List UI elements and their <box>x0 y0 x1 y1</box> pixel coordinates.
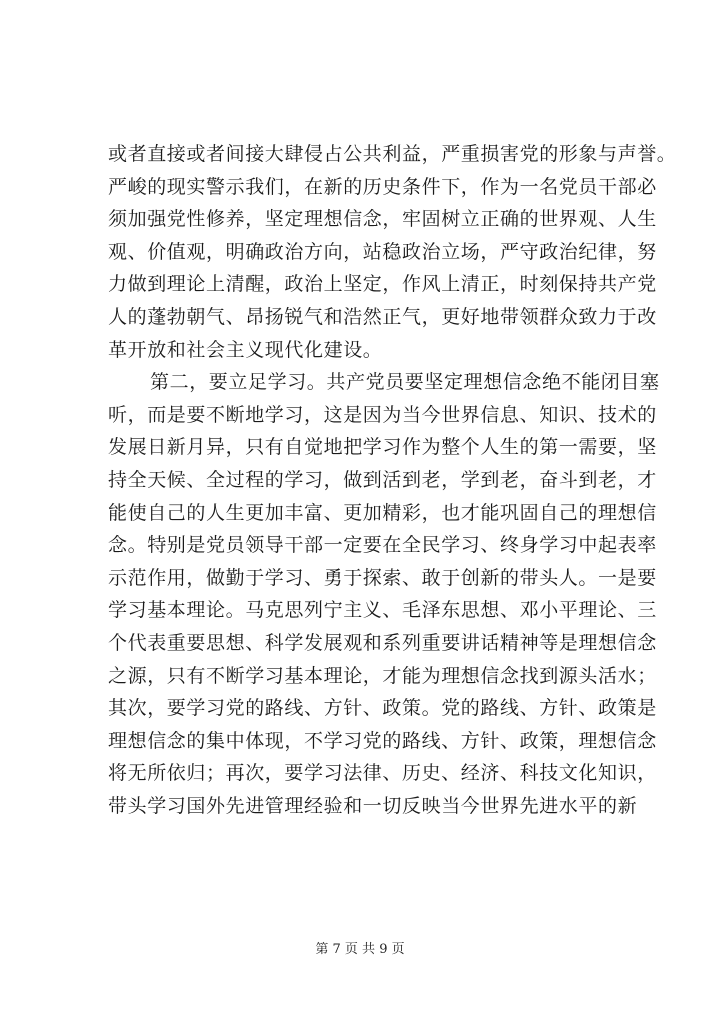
text-line: 严峻的现实警示我们，在新的历史条件下，作为一名党员干部必 <box>108 175 657 198</box>
text-line: 或者直接或者间接大肆侵占公共利益，严重损害党的形象与声誉。 <box>108 143 677 165</box>
text-line: 之源，只有不断学习基本理论，才能为理想信念找到源头活水； <box>108 664 657 687</box>
text-line: 其次，要学习党的路线、方针、政策。党的路线、方针、政策是 <box>108 697 657 720</box>
text-line: 人的蓬勃朝气、昂扬锐气和浩然正气，更好地带领群众致力于改 <box>108 305 657 328</box>
text-line: 理想信念的集中体现，不学习党的路线、方针、政策，理想信念 <box>108 729 657 752</box>
page-number-footer: 第 7 页 共 9 页 <box>315 942 405 957</box>
paragraph-start-line: 第二，要立足学习。共产党员要坚定理想信念绝不能闭目塞 <box>150 371 660 394</box>
text-line: 个代表重要思想、科学发展观和系列重要讲话精神等是理想信念 <box>108 631 657 654</box>
text-line: 将无所依归；再次，要学习法律、历史、经济、科技文化知识， <box>108 762 657 785</box>
text-line: 发展日新月异，只有自觉地把学习作为整个人生的第一需要，坚 <box>108 436 657 459</box>
text-line: 念。特别是党员领导干部一定要在全民学习、终身学习中起表率 <box>108 534 657 557</box>
text-line: 革开放和社会主义现代化建设。 <box>108 338 383 361</box>
body-text <box>108 138 677 822</box>
text-line: 观、价值观，明确政治方向，站稳政治立场，严守政治纪律，努 <box>108 240 657 263</box>
text-line: 力做到理论上清醒，政治上坚定，作风上清正，时刻保持共产党 <box>108 273 657 296</box>
text-line: 听，而是要不断地学习，这是因为当今世界信息、知识、技术的 <box>108 403 657 426</box>
text-line: 示范作用，做勤于学习、勇于探索、敢于创新的带头人。一是要 <box>108 566 657 589</box>
text-line: 须加强党性修养，坚定理想信念，牢固树立正确的世界观、人生 <box>108 208 657 231</box>
text-line: 带头学习国外先进管理经验和一切反映当今世界先进水平的新 <box>108 794 638 817</box>
text-line: 学习基本理论。马克思列宁主义、毛泽东思想、邓小平理论、三 <box>108 599 657 622</box>
text-line: 持全天候、全过程的学习，做到活到老，学到老，奋斗到老，才 <box>108 468 657 491</box>
text-line: 能使自己的人生更加丰富、更加精彩，也才能巩固自己的理想信 <box>108 501 657 524</box>
